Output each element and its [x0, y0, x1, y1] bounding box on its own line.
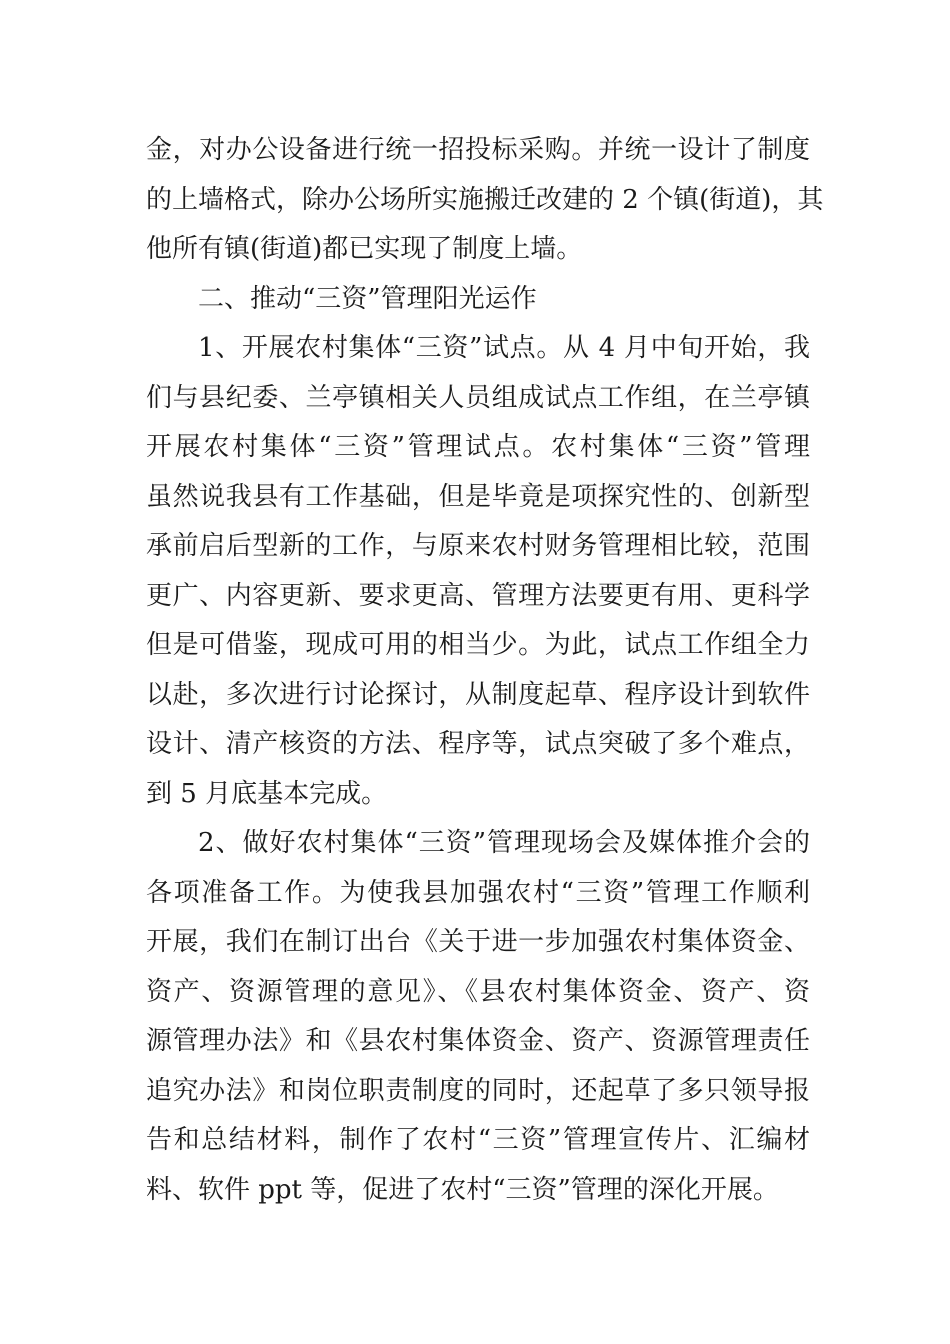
text-line: 料、软件 ppt 等，促进了农村“三资”管理的深化开展。	[146, 1174, 779, 1205]
text-line: 到 5 月底基本完成。	[146, 778, 388, 809]
text-line: 承前启后型新的工作，与原来农村财务管理相比较，范围	[146, 531, 810, 561]
text-line: 金，对办公设备进行统一招投标采购。并统一设计了制度	[146, 135, 810, 165]
text-line: 开展农村集体“三资”管理试点。农村集体“三资”管理	[146, 432, 810, 462]
document-body	[146, 126, 824, 1215]
text-line: 们与县纪委、兰亭镇相关人员组成试点工作组，在兰亭镇	[146, 382, 810, 413]
text-line: 源管理办法》和《县农村集体资金、资产、资源管理责任	[146, 1026, 810, 1056]
text-line: 追究办法》和岗位职责制度的同时，还起草了多只领导报	[146, 1075, 810, 1106]
text-line: 但是可借鉴，现成可用的相当少。为此，试点工作组全力	[146, 630, 810, 660]
text-line: 的上墙格式，除办公场所实施搬迁改建的 2 个镇(街道)，其	[146, 184, 824, 215]
section-heading: 二、推动“三资”管理阳光运作	[198, 283, 537, 314]
text-line: 设计、清产核资的方法、程序等，试点突破了多个难点，	[146, 729, 810, 759]
text-line: 1、开展农村集体“三资”试点。从 4 月中旬开始，我	[198, 333, 810, 363]
text-line: 各项准备工作。为使我县加强农村“三资”管理工作顺利	[146, 877, 810, 908]
text-line: 开展，我们在制订出台《关于进一步加强农村集体资金、	[146, 927, 810, 957]
text-line: 2、做好农村集体“三资”管理现场会及媒体推介会的	[198, 828, 810, 858]
text-line: 虽然说我县有工作基础，但是毕竟是项探究性的、创新型	[146, 481, 810, 512]
text-line: 更广、内容更新、要求更高、管理方法要更有用、更科学	[146, 580, 810, 611]
text-line: 他所有镇(街道)都已实现了制度上墙。	[146, 234, 583, 264]
text-line: 资产、资源管理的意见》、《县农村集体资金、资产、资	[146, 976, 810, 1007]
text-line: 以赴，多次进行讨论探讨，从制度起草、程序设计到软件	[146, 679, 810, 710]
text-line: 告和总结材料，制作了农村“三资”管理宣传片、汇编材	[146, 1125, 810, 1155]
